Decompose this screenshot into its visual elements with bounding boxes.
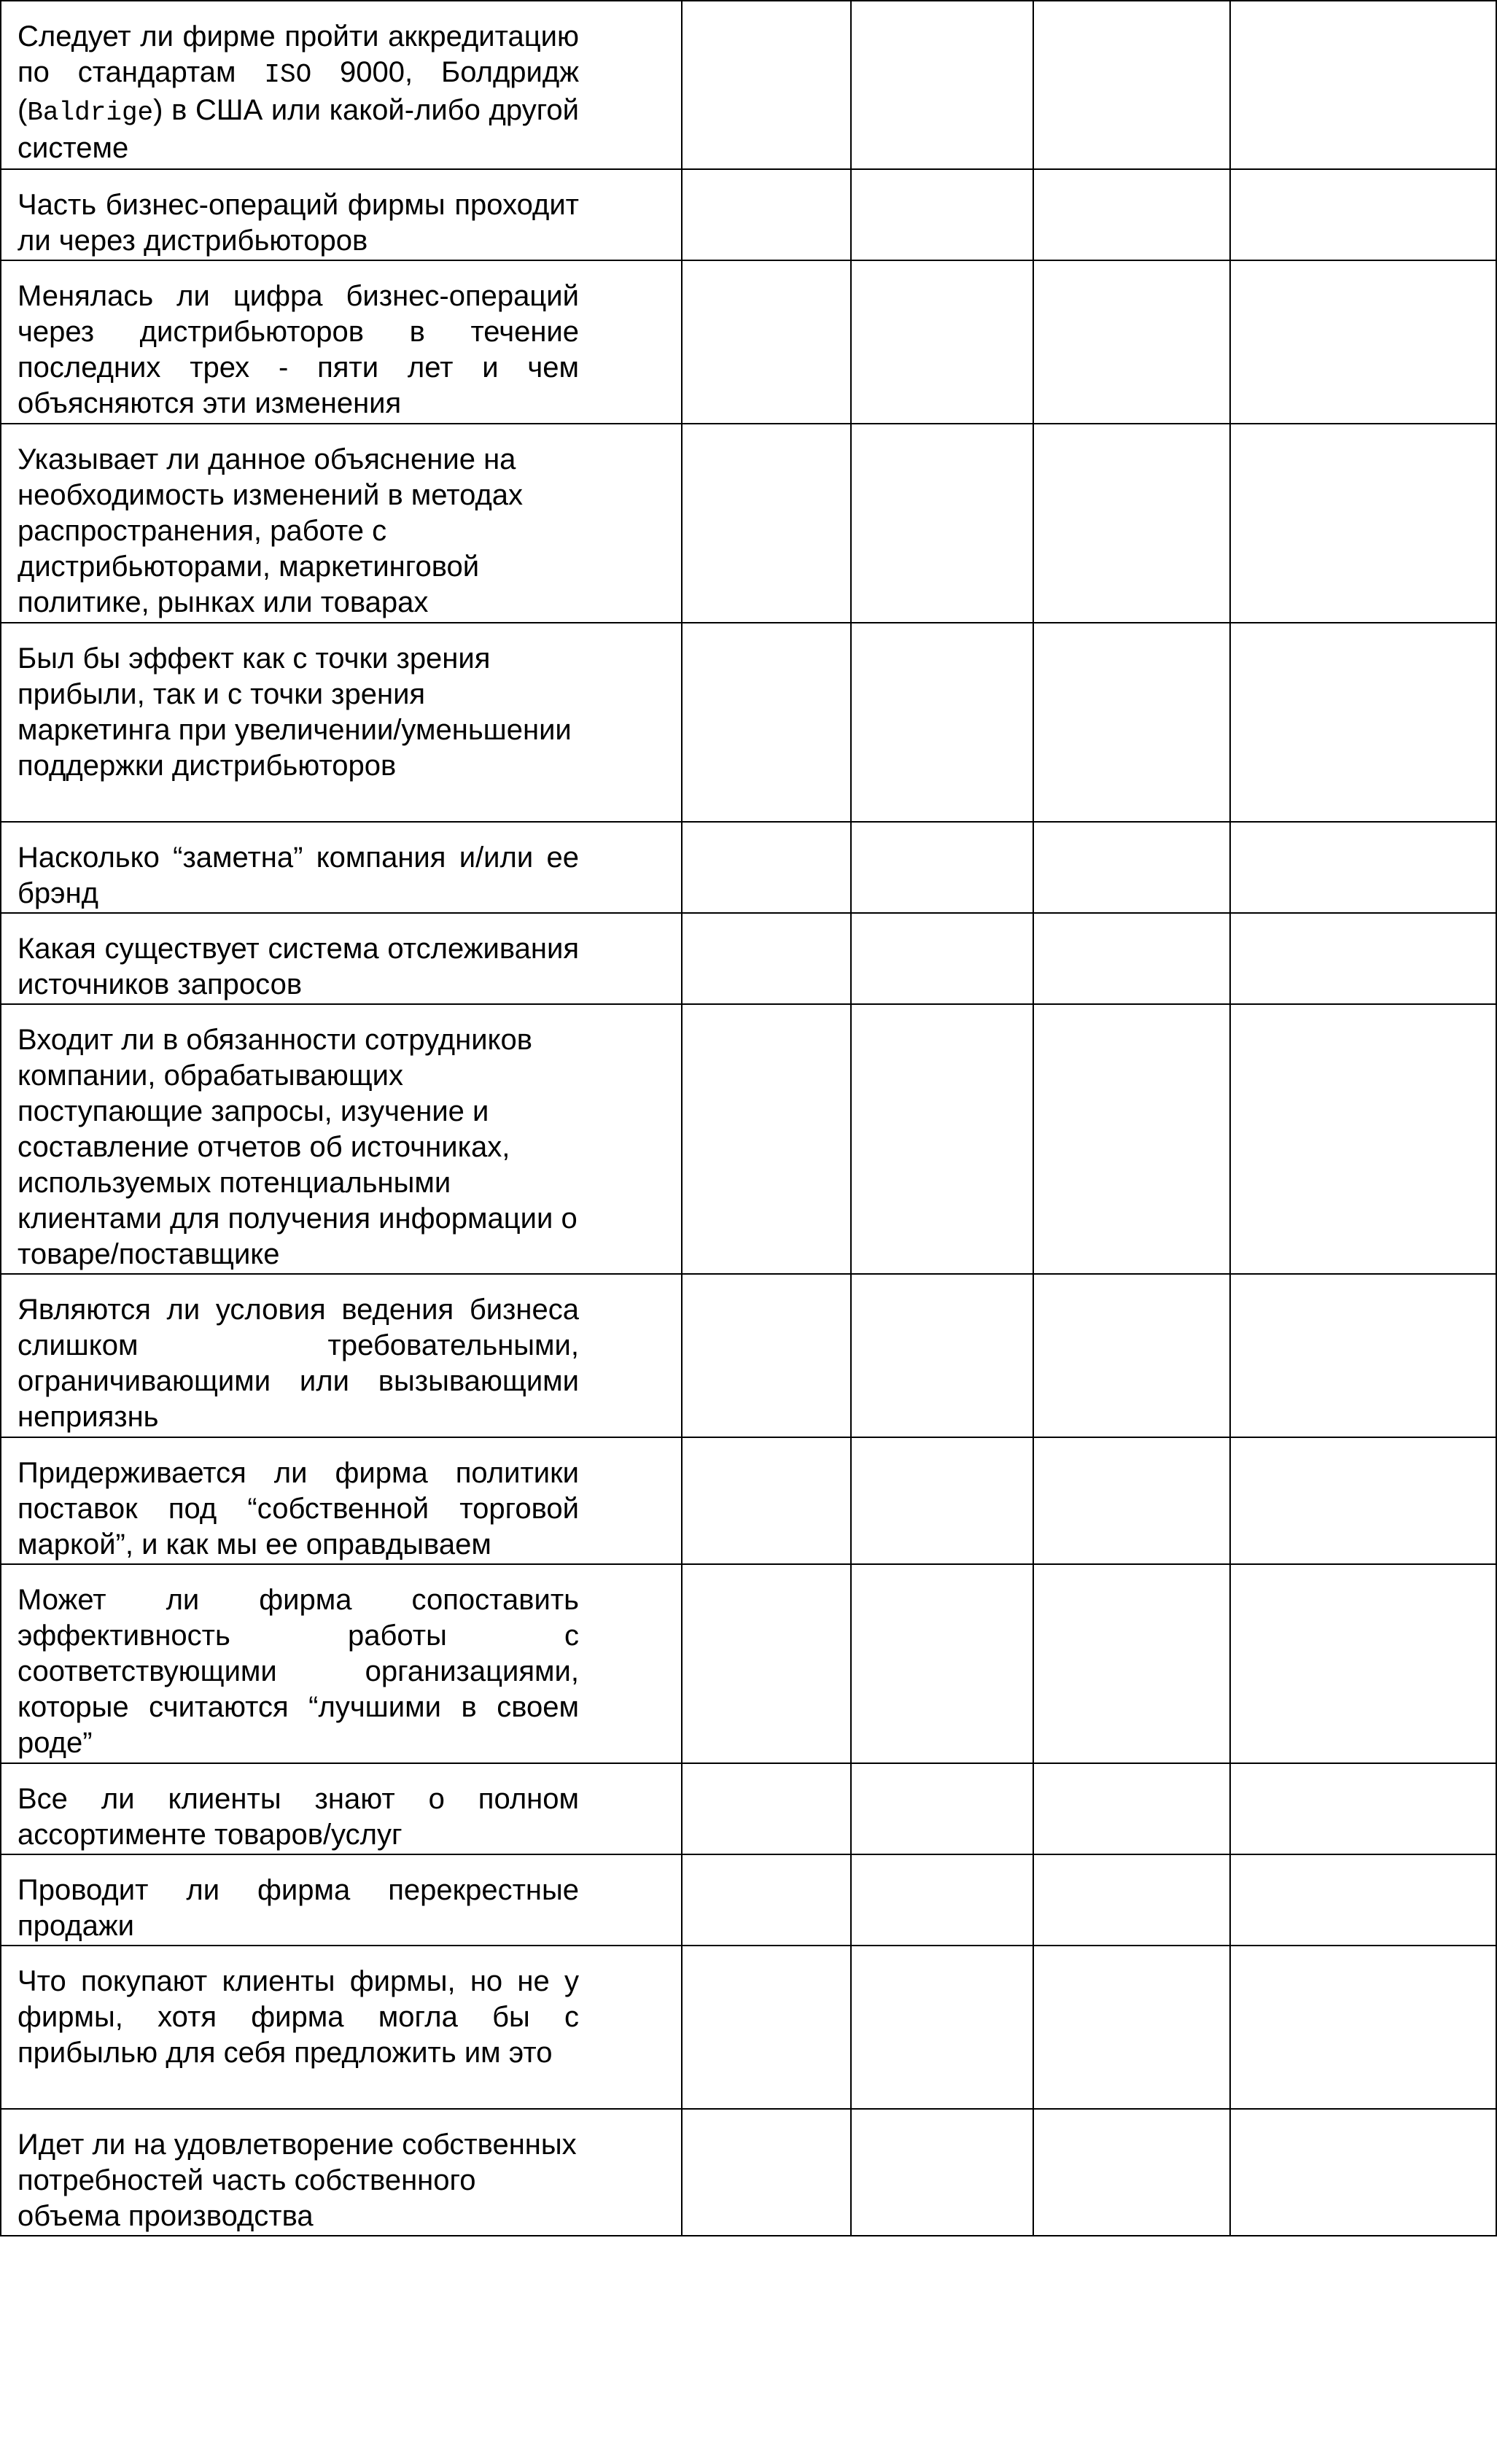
question-cell — [1, 822, 682, 913]
answer-cell[interactable] — [682, 913, 851, 1004]
answer-cell[interactable] — [1230, 424, 1496, 623]
table-row — [1, 1946, 1496, 2109]
answer-cell[interactable] — [1230, 1437, 1496, 1564]
table-row — [1, 1564, 1496, 1763]
table-row — [1, 1437, 1496, 1564]
answer-cell[interactable] — [1230, 169, 1496, 260]
table-row — [1, 1004, 1496, 1274]
answer-cell[interactable] — [1033, 1763, 1230, 1854]
answer-cell[interactable] — [682, 623, 851, 822]
question-cell — [1, 1, 682, 169]
answer-cell[interactable] — [682, 424, 851, 623]
question-cell — [1, 1004, 682, 1274]
question-cell — [1, 424, 682, 623]
answer-cell[interactable] — [1033, 260, 1230, 424]
answer-cell[interactable] — [1033, 623, 1230, 822]
question-text: Являются ли условия ведения бизнеса слишком требовательными, ограничивающими или вызывающими неприязнь — [18, 1294, 579, 1433]
answer-cell[interactable] — [851, 1437, 1033, 1564]
answer-cell[interactable] — [851, 913, 1033, 1004]
answer-cell[interactable] — [682, 1763, 851, 1854]
answer-cell[interactable] — [1230, 1, 1496, 169]
question-text: Все ли клиенты знают о полном ассортименте товаров/услуг — [18, 1783, 579, 1851]
answer-cell[interactable] — [851, 260, 1033, 424]
question-cell — [1, 1437, 682, 1564]
answer-cell[interactable] — [851, 1274, 1033, 1437]
question-cell — [1, 1854, 682, 1946]
answer-cell[interactable] — [682, 169, 851, 260]
answer-cell[interactable] — [1033, 913, 1230, 1004]
answer-cell[interactable] — [682, 1, 851, 169]
answer-cell[interactable] — [682, 1564, 851, 1763]
question-cell — [1, 1763, 682, 1854]
answer-cell[interactable] — [1230, 623, 1496, 822]
question-cell — [1, 1946, 682, 2109]
question-cell — [1, 1274, 682, 1437]
table-row — [1, 623, 1496, 822]
answer-cell[interactable] — [682, 260, 851, 424]
answer-cell[interactable] — [1230, 822, 1496, 913]
answer-cell[interactable] — [1033, 1, 1230, 169]
answer-cell[interactable] — [851, 822, 1033, 913]
question-text: Идет ли на удовлетворение собственных потребностей часть собственного объема производства — [18, 2129, 577, 2232]
baldrige-term: Baldrige — [27, 98, 154, 128]
table-row — [1, 1274, 1496, 1437]
answer-cell[interactable] — [682, 822, 851, 913]
answer-cell[interactable] — [1230, 1763, 1496, 1854]
answer-cell[interactable] — [1230, 1946, 1496, 2109]
answer-cell[interactable] — [851, 623, 1033, 822]
question-text: Указывает ли данное объяснение на необходимость изменений в методах распространения, работе с дистрибьюторами, маркетинговой политике, рынках или товарах — [18, 443, 524, 618]
table-row — [1, 260, 1496, 424]
answer-cell[interactable] — [851, 169, 1033, 260]
table-row — [1, 1, 1496, 169]
answer-cell[interactable] — [1230, 1274, 1496, 1437]
answer-cell[interactable] — [682, 1946, 851, 2109]
question-text: Проводит ли фирма перекрестные продажи — [18, 1874, 579, 1942]
question-cell — [1, 169, 682, 260]
answer-cell[interactable] — [682, 1437, 851, 1564]
question-text: Входит ли в обязанности сотрудников компании, обрабатывающих поступающие запросы, изучение и составление отчетов об источниках, используемых потенциальными клиентами для получения информации о товаре/поставщике — [18, 1024, 578, 1270]
answer-cell[interactable] — [851, 1763, 1033, 1854]
table-row — [1, 424, 1496, 623]
question-text: Был бы эффект как с точки зрения прибыли, так и с точки зрения маркетинга при увеличении/уменьшении поддержки дистрибьюторов — [18, 642, 572, 782]
question-cell — [1, 623, 682, 822]
answer-cell[interactable] — [851, 1004, 1033, 1274]
question-text: Следует ли фирме пройти аккредитацию по стандартам ISO 9000, Болдридж (Baldrige) в США или какой-либо другой системе — [18, 20, 579, 164]
answer-cell[interactable] — [851, 1854, 1033, 1946]
question-cell — [1, 1564, 682, 1763]
answer-cell[interactable] — [1033, 1274, 1230, 1437]
answer-cell[interactable] — [1033, 1854, 1230, 1946]
answer-cell[interactable] — [1230, 1564, 1496, 1763]
question-text: Какая существует система отслеживания источников запросов — [18, 933, 579, 1000]
table-row — [1, 913, 1496, 1004]
question-cell — [1, 913, 682, 1004]
question-text: Придерживается ли фирма политики поставок под “собственной торговой маркой”, и как мы ее оправдываем — [18, 1457, 579, 1561]
answer-cell[interactable] — [682, 1274, 851, 1437]
question-text: Менялась ли цифра бизнес-операций через дистрибьюторов в течение последних трех - пяти лет и чем объясняются эти изменения — [18, 280, 579, 419]
question-cell — [1, 260, 682, 424]
answer-cell[interactable] — [851, 1946, 1033, 2109]
question-text: Что покупают клиенты фирмы, но не у фирмы, хотя фирма могла бы с прибылью для себя предложить им это — [18, 1965, 579, 2069]
answer-cell[interactable] — [1230, 2109, 1496, 2236]
question-text: Может ли фирма сопоставить эффективность работы с соответствующими организациями, которые считаются “лучшими в своем роде” — [18, 1584, 579, 1759]
answer-cell[interactable] — [1230, 913, 1496, 1004]
answer-cell[interactable] — [1230, 1854, 1496, 1946]
table-row — [1, 1854, 1496, 1946]
answer-cell[interactable] — [1033, 1564, 1230, 1763]
answer-cell[interactable] — [1230, 1004, 1496, 1274]
answer-cell[interactable] — [682, 2109, 851, 2236]
answer-cell[interactable] — [682, 1854, 851, 1946]
answer-cell[interactable] — [1033, 822, 1230, 913]
answer-cell[interactable] — [1230, 260, 1496, 424]
table-row — [1, 169, 1496, 260]
answer-cell[interactable] — [1033, 1946, 1230, 2109]
iso-code: ISO — [264, 60, 312, 90]
answer-cell[interactable] — [1033, 424, 1230, 623]
answer-cell[interactable] — [851, 424, 1033, 623]
question-cell — [1, 2109, 682, 2236]
table-row — [1, 822, 1496, 913]
question-text: Насколько “заметна” компания и/или ее брэнд — [18, 842, 579, 909]
answer-cell[interactable] — [851, 1, 1033, 169]
answer-cell[interactable] — [682, 1004, 851, 1274]
answer-cell[interactable] — [851, 1564, 1033, 1763]
answer-cell[interactable] — [1033, 2109, 1230, 2236]
table-row — [1, 2109, 1496, 2236]
answer-cell[interactable] — [1033, 169, 1230, 260]
answer-cell[interactable] — [1033, 1437, 1230, 1564]
table-row — [1, 1763, 1496, 1854]
question-text: Часть бизнес-операций фирмы проходит ли через дистрибьюторов — [18, 189, 579, 257]
answer-cell[interactable] — [1033, 1004, 1230, 1274]
answer-cell[interactable] — [851, 2109, 1033, 2236]
